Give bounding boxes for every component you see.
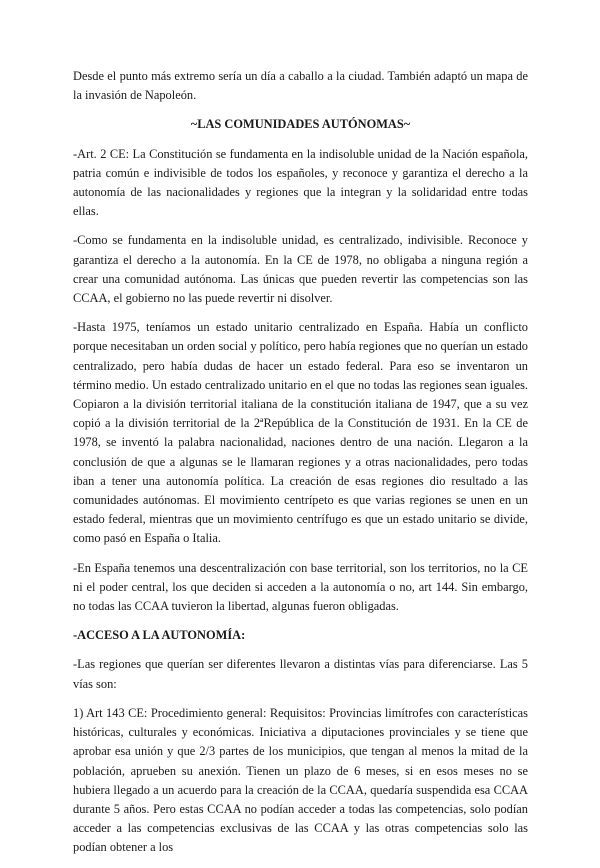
descentralizacion-paragraph: -En España tenemos una descentralización con base territorial, son los territorios, no la CE ni el poder central, los que deciden si acceden a la autonomía o no, art 144. Sin embargo, no todas las CCAA tuvieron la libertad, algunas fueron obligadas. xyxy=(73,560,528,614)
section-title-comunidades: ~LAS COMUNIDADES AUTÓNOMAS~ xyxy=(190,117,411,132)
section-title-acceso: -ACCESO A LA AUTONOMÍA: xyxy=(73,628,246,643)
vias-intro-paragraph: -Las regiones que querían ser diferentes llevaron a distintas vías para diferenciarse. Las 5 vías son: xyxy=(73,657,528,691)
indivisible-paragraph: -Como se fundamenta en la indisoluble unidad, es centralizado, indivisible. Reconoce y garantiza el derecho a la autonomía. En la CE de 1978, no obligaba a ninguna región a crear una comunidad autónoma. Las únicas que pueden revertir las competencias son las CCAA, el gobierno no las puede revertir ni disolver. xyxy=(73,233,528,306)
intro-paragraph: Desde el punto más extremo sería un día a caballo a la ciudad. También adaptó un mapa de la invasión de Napoleón. xyxy=(73,69,528,103)
document-page xyxy=(73,67,528,868)
art2-paragraph: -Art. 2 CE: La Constitución se fundamenta en la indisoluble unidad de la Nación española, patria común e indivisible de todos los españoles, y reconoce y garantiza el derecho a la autonomía de las nacionalidades y regiones que la integran y la solidaridad entre todas ellas. xyxy=(73,146,528,219)
hasta1975-paragraph: -Hasta 1975, teníamos un estado unitario centralizado en España. Había un conflicto porque necesitaban un orden social y político, pero había regiones que no querían un estado centralizado, pero había dudas de hacer un estado federal. Para eso se inventaron un término medio. Un estado centralizado unitario en el que no todas las regiones sean iguales. Copiaron a la división territorial italiana de la constitución italiana de 1947, que a su vez copió a la división territorial de la 2ªRepública de la Constitución de 1931. En la CE de 1978, se inventó la palabra nacionalidad, naciones dentro de una nación. Llegaron a la conclusión de que a algunas se le llamaran regiones y a otras nacionalidades, pero todas iban a tener una autonomía política. La creación de esas regiones dio resultado a las comunidades autónomas. El movimiento centrípeto es que varias regiones se unen en un estado federal, mientras que un movimiento centrífugo es que un estado unitario se divide, como pasó en España o Italia. xyxy=(73,320,528,546)
art143-paragraph: 1) Art 143 CE: Procedimiento general: Requisitos: Provincias limítrofes con características históricas, culturales y económicas. Iniciativa a diputaciones provinciales y se tiene que aprobar esa unión y que 2/3 partes de los municipios, que tengan al menos la mitad de la población, aprueben su anexión. Tienen un plazo de 6 meses, si en esos meses no se hubiera llegado a un acuerdo para la creación de la CCAA, quedaría suspendida esa CCAA durante 5 años. Pero estas CCAA no podían acceder a todas las competencias, solo podían acceder a las competencias exclusivas de las CCAA y las otras competencias solo las podían obtener a los xyxy=(73,705,528,855)
